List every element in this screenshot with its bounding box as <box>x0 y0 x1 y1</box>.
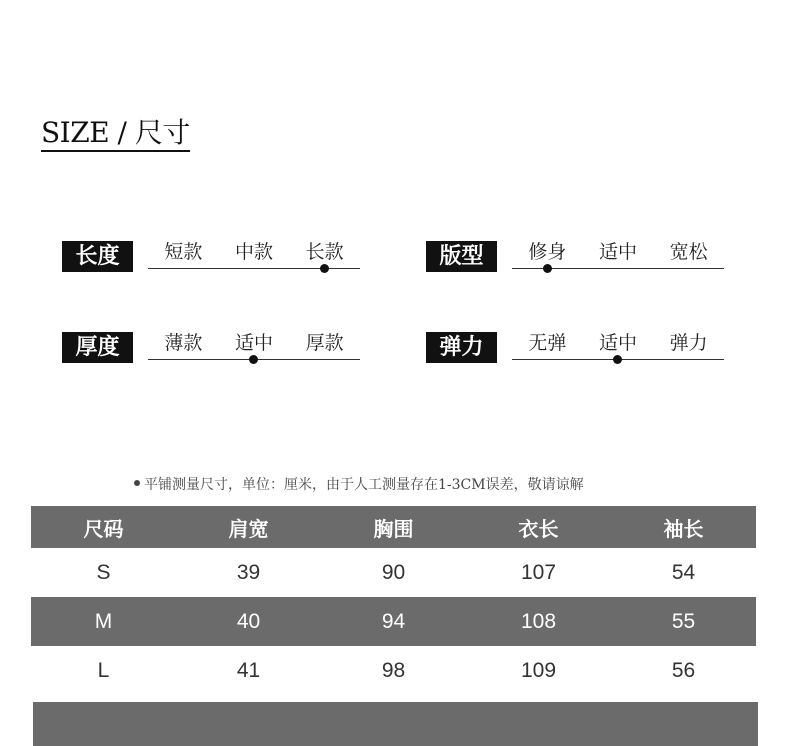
attr-tag: 版型 <box>426 241 497 272</box>
attr-option: 弹力 <box>669 332 708 354</box>
attr-options <box>512 237 724 264</box>
table-header-cell: 尺码 <box>83 516 124 541</box>
attr-options <box>512 328 724 355</box>
table-cell: 56 <box>671 658 696 682</box>
table-cell: 107 <box>520 560 557 584</box>
bullet-icon <box>134 480 140 486</box>
table-header-cell: 肩宽 <box>228 516 269 541</box>
footer-bar <box>33 702 758 746</box>
table-cell: 41 <box>236 658 261 682</box>
attr-length <box>62 241 362 281</box>
table-header-cell: 胸围 <box>373 516 414 541</box>
attr-option: 适中 <box>598 332 637 354</box>
attr-options <box>148 237 360 264</box>
attr-selected-dot <box>249 355 258 364</box>
attr-option: 厚款 <box>305 332 344 354</box>
attr-elasticity <box>426 332 726 372</box>
attr-tag: 弹力 <box>426 332 497 363</box>
attr-option: 修身 <box>528 241 567 263</box>
attr-tag: 长度 <box>62 241 133 272</box>
size-table <box>31 506 756 695</box>
table-row <box>31 646 756 695</box>
table-header-cell: 袖长 <box>663 516 704 541</box>
table-cell: L <box>97 658 110 682</box>
attr-option: 长款 <box>305 241 344 263</box>
table-row <box>31 548 756 597</box>
attr-option: 中款 <box>234 241 273 263</box>
note-text: 平铺测量尺寸，单位：厘米，由于人工测量存在1-3CM误差，敬请谅解 <box>144 477 584 493</box>
table-cell: 54 <box>671 560 696 584</box>
table-header-cell: 衣长 <box>518 516 559 541</box>
table-cell: 39 <box>236 560 261 584</box>
table-cell: 108 <box>520 609 557 633</box>
table-cell: 55 <box>671 609 696 633</box>
attr-tag: 厚度 <box>62 332 133 363</box>
page-title: SIZE / 尺寸 <box>41 118 190 152</box>
attr-options <box>148 328 360 355</box>
attr-selected-dot <box>320 264 329 273</box>
attr-option: 短款 <box>164 241 203 263</box>
table-cell: 90 <box>381 560 406 584</box>
table-cell: M <box>94 609 113 633</box>
table-cell: 98 <box>381 658 406 682</box>
attr-fit <box>426 241 726 281</box>
measurement-note <box>134 474 584 494</box>
table-row <box>31 597 756 646</box>
attr-option: 薄款 <box>164 332 203 354</box>
attr-selected-dot <box>543 264 552 273</box>
table-cell: S <box>96 560 111 584</box>
attr-selected-dot <box>613 355 622 364</box>
attr-thickness <box>62 332 362 372</box>
attr-option: 无弹 <box>528 332 567 354</box>
attr-option: 适中 <box>234 332 273 354</box>
table-cell: 94 <box>381 609 406 633</box>
attr-option: 宽松 <box>669 241 708 263</box>
table-header-row <box>31 506 756 548</box>
table-cell: 40 <box>236 609 261 633</box>
table-cell: 109 <box>520 658 557 682</box>
attr-option: 适中 <box>598 241 637 263</box>
